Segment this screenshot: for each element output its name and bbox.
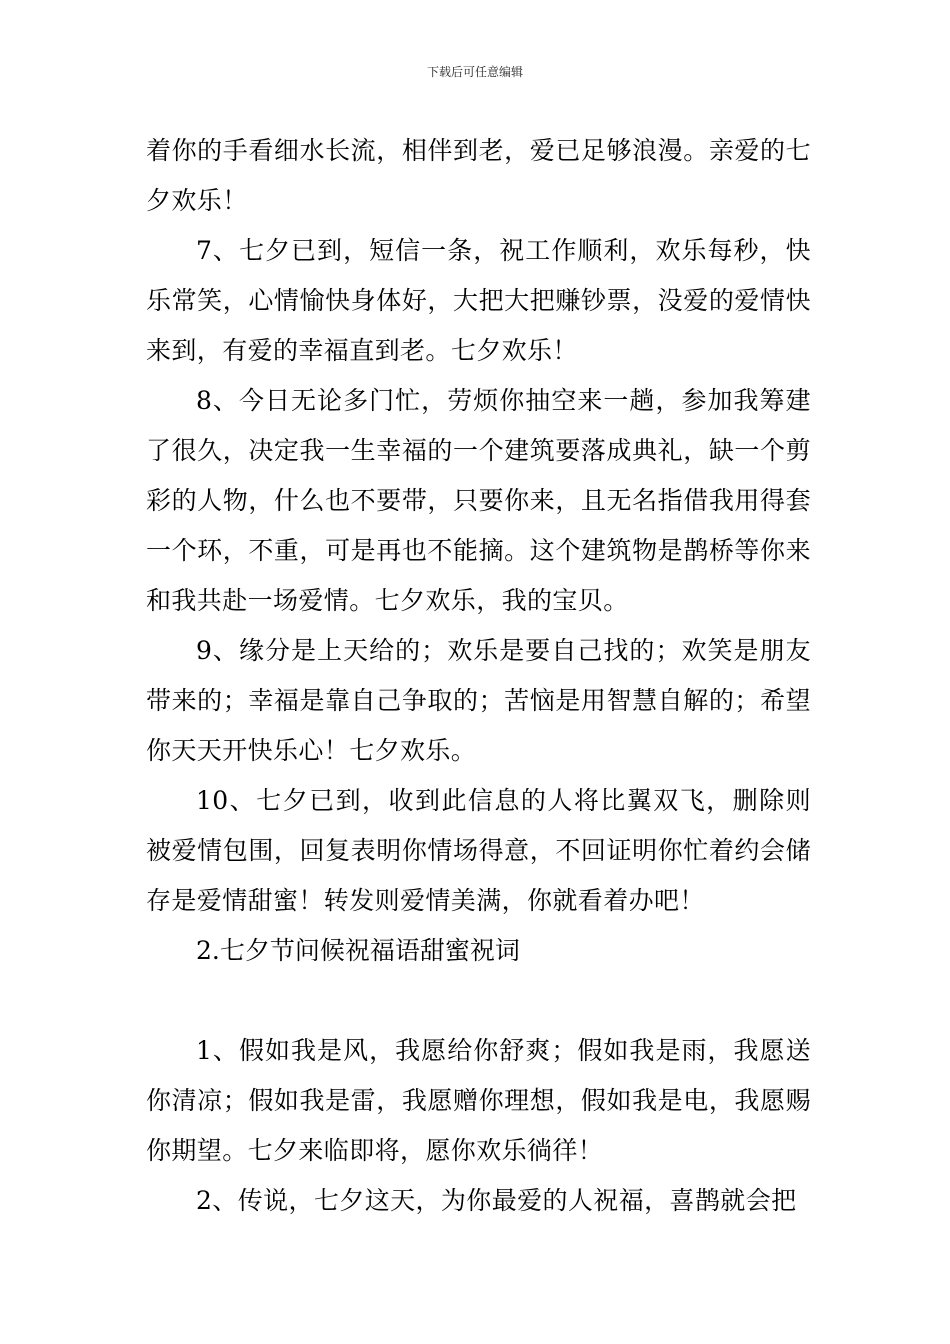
paragraph-item-9: 9、缘分是上天给的；欢乐是要自己找的；欢笑是朋友带来的；幸福是靠自己争取的；苦恼是用智慧自解的；希望你天天开快乐心！七夕欢乐。 xyxy=(146,636,811,765)
section-paragraph-item-2: 2、传说，七夕这天，为你最爱的人祝福，喜鹊就会把 xyxy=(196,1186,797,1215)
paragraph-item-10: 10、七夕已到，收到此信息的人将比翼双飞，删除则被爱情包围，回复表明你情场得意，不回证明你忙着约会储存是爱情甜蜜！转发则爱情美满，你就看着办吧！ xyxy=(146,786,811,915)
paragraph-item-8: 8、今日无论多门忙，劳烦你抽空来一趟，参加我筹建了很久，决定我一生幸福的一个建筑要落成典礼，缺一个剪彩的人物，什么也不要带，只要你来，且无名指借我用得套一个环，不重，可是再也不能摘。这个建筑物是鹊桥等你来和我共赴一场爱情。七夕欢乐，我的宝贝。 xyxy=(146,386,811,615)
section-heading: 2.七夕节问候祝福语甜蜜祝词 xyxy=(196,936,520,965)
paragraph-item-7: 7、七夕已到，短信一条，祝工作顺利，欢乐每秒，快乐常笑，心情愉快身体好，大把大把赚钞票，没爱的爱情快来到，有爱的幸福直到老。七夕欢乐！ xyxy=(146,236,811,365)
page-header-note: 下载后可任意编辑 xyxy=(426,65,523,79)
section-spacer xyxy=(146,976,811,1026)
paragraph-continued: 着你的手看细水长流，相伴到老，爱已足够浪漫。亲爱的七夕欢乐！ xyxy=(146,136,811,215)
section-paragraph-item-1: 1、假如我是风，我愿给你舒爽；假如我是雨，我愿送你清凉；假如我是雷，我愿赠你理想，假如我是电，我愿赐你期望。七夕来临即将，愿你欢乐徜徉！ xyxy=(146,1036,811,1165)
document-body xyxy=(146,126,811,1226)
